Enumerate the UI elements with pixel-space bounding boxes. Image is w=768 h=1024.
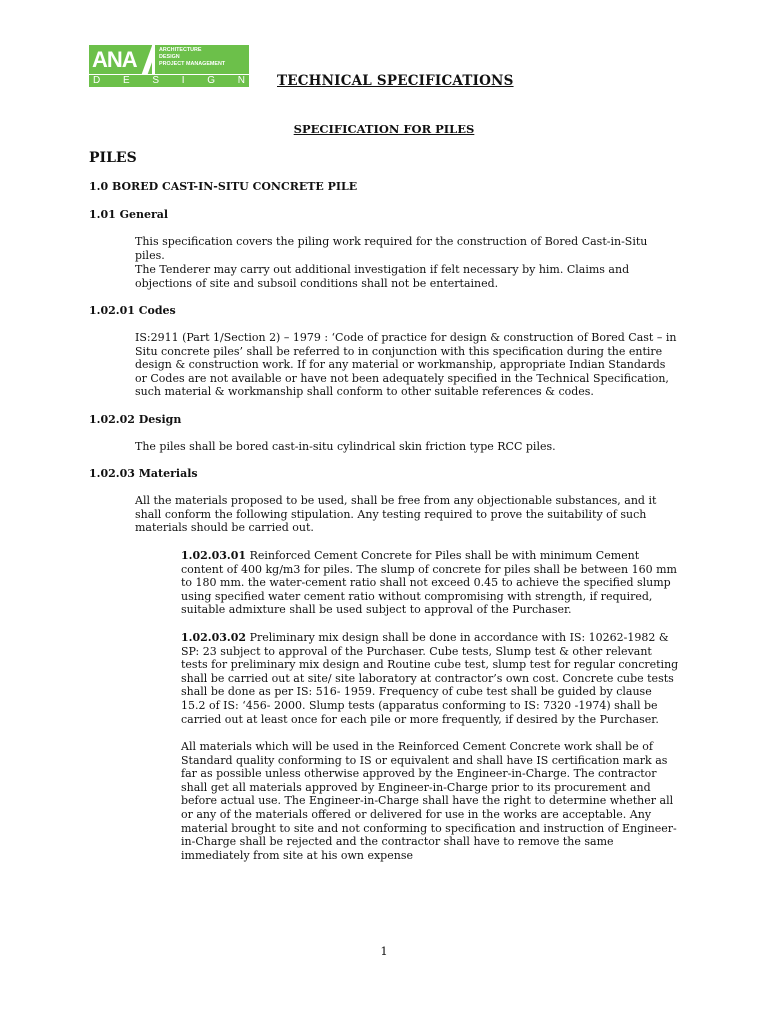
paragraph-design: The piles shall be bored cast-in-situ cylindrical skin friction type RCC piles. (135, 440, 556, 453)
logo-design-bar (89, 75, 249, 87)
logo-line-project-management: PROJECT MANAGEMENT (159, 61, 226, 67)
page-number: 1 (380, 944, 388, 958)
logo-design-letter: G (207, 75, 216, 86)
logo-ana-text: ANA (89, 45, 152, 74)
paragraph-all-materials: All materials which will be used in the Reinforced Cement Concrete work shall be of Standard quality conforming to IS or equivalent and shall have IS certification mark as far as possible unless otherwise approved by the Engineer-in-Charge. The contractor shall get all materials approved by Engineer-in-Charge prior to its procurement and before actual use. The Engineer-in-Charge shall have the right to determine whether all or any of the materials offered or delivered for use in the works are acceptable. Any material brought to site and not conforming to specification and instruction of Engineer-in-Charge shall be rejected and the contractor shall have to remove the same immediately from site at his own expense (181, 740, 677, 862)
logo-design-letter: N (237, 75, 245, 86)
paragraph-codes: IS:2911 (Part 1/Section 2) – 1979 : ‘Code of practice for design & construction of Bored Cast – in Situ concrete piles’ shall be referred to in conjunction with this specification during the entire design & construction work. If for any material or workmanship, appropriate Indian Standards or Codes are not available or have not been adequately specified in the Technical Specification, such material & workmanship shall conform to other suitable references & codes. (135, 331, 677, 399)
logo-line-architecture: ARCHITECTURE (159, 47, 202, 53)
logo-design-letter: I (181, 75, 185, 86)
clause-number: 1.02.03.02 (181, 631, 247, 644)
heading-bored-cast-in-situ: 1.0 BORED CAST-IN-SITU CONCRETE PILE (89, 180, 358, 193)
logo-design-letter: E (122, 75, 130, 86)
company-logo (89, 45, 249, 87)
section-title: PILES (89, 150, 137, 166)
clause-preliminary-mix-design (181, 631, 679, 726)
logo-tagline (155, 45, 249, 74)
clause-reinforced-cement-concrete (181, 549, 679, 617)
logo-design-letter: S (152, 75, 160, 86)
paragraph-general-claims: The Tenderer may carry out additional investigation if felt necessary by him. Claims and objections of site and subsoil conditions shall not be entertained. (135, 263, 630, 290)
paragraph-general-scope: This specification covers the piling work required for the construction of Bored Cast-in-Situ piles. (135, 235, 648, 262)
logo-line-design: DESIGN (159, 54, 180, 60)
specification-title: SPECIFICATION FOR PILES (293, 122, 475, 136)
heading-codes: 1.02.01 Codes (89, 304, 176, 317)
clause-text: Reinforced Cement Concrete for Piles shall be with minimum Cement content of 400 kg/m3 for piles. The slump of concrete for piles shall be between 160 mm to 180 mm. the water-cement ratio shall not exceed 0.45 to achieve the specified slump using specified water cement ratio without compromising with strength, if required, suitable admixture shall be used subject to approval of the Purchaser. (181, 549, 677, 617)
document-title: TECHNICAL SPECIFICATIONS (277, 73, 514, 89)
clause-text: Preliminary mix design shall be done in accordance with IS: 10262-1982 & SP: 23 subject to approval of the Purchaser. Cube tests, Slump test & other relevant tests for preliminary mix design and Routine cube test, slump test for regular concreting shall be carried out at site/ site laboratory at contractor’s own cost. Concrete cube tests shall be done as per IS: 516- 1959. Frequency of cube test shall be guided by clause 15.2 of IS: ‘456- 2000. Slump tests (apparatus conforming to IS: 7320 -1974) shall be carried out at least once for each pile or more frequently, if desired by the Purchaser. (181, 631, 679, 726)
logo-design-letter: D (93, 75, 101, 86)
heading-design: 1.02.02 Design (89, 413, 182, 426)
heading-general: 1.01 General (89, 208, 169, 221)
clause-number: 1.02.03.01 (181, 549, 247, 562)
paragraph-materials: All the materials proposed to be used, shall be free from any objectionable substances, and it shall conform the following stipulation. Any testing required to prove the suitability of such materials should be carried out. (135, 494, 657, 535)
heading-materials: 1.02.03 Materials (89, 467, 198, 480)
